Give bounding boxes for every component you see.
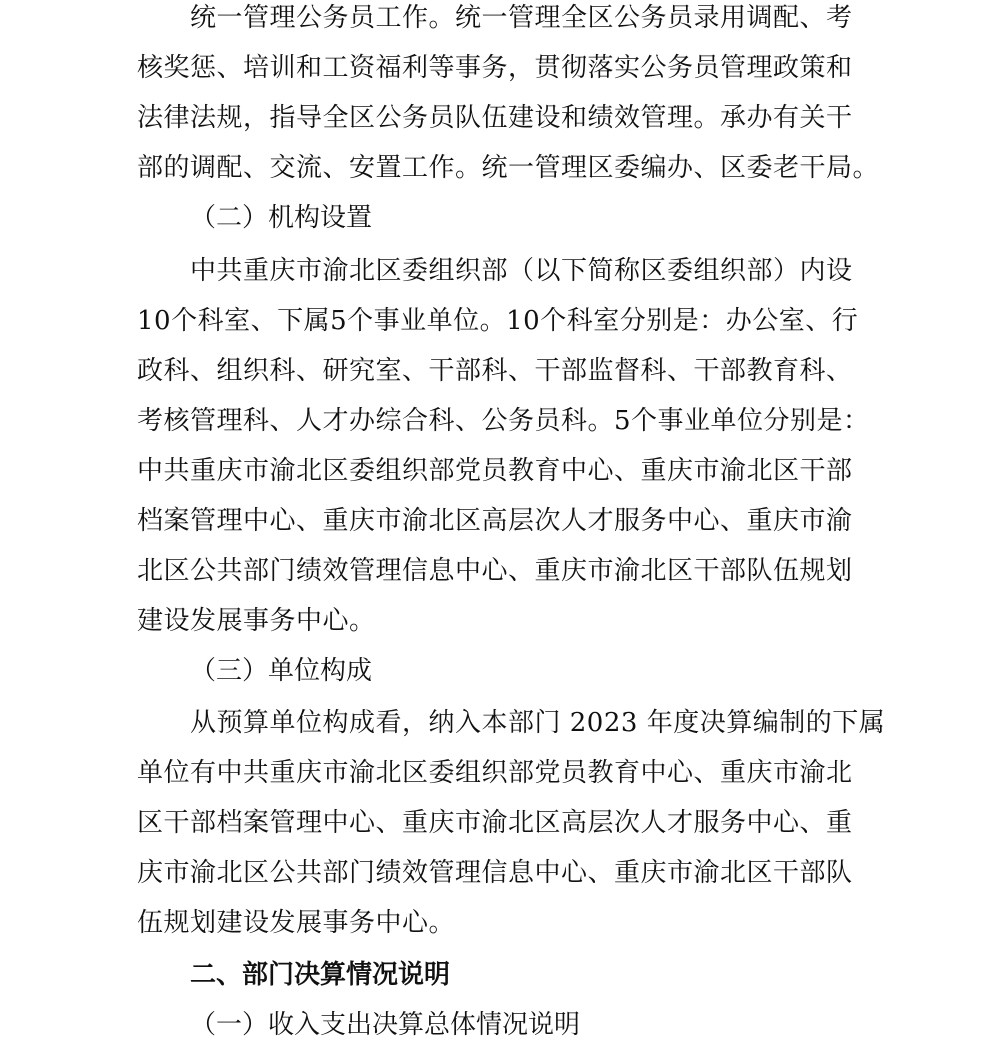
paragraph-2-line-1: 中共重庆市渝北区委组织部（以下简称区委组织部）内设 [190,256,853,286]
part-heading-final-accounts: 二、部门决算情况说明 [190,960,451,990]
paragraph-3-line-4: 庆市渝北区公共部门绩效管理信息中心、重庆市渝北区干部队 [137,858,853,888]
paragraph-3-line-1: 从预算单位构成看，纳入本部门 2023 年度决算编制的下属 [190,708,886,738]
paragraph-2-line-6: 档案管理中心、重庆市渝北区高层次人才服务中心、重庆市渝 [137,506,853,536]
section-heading-organization: （二）机构设置 [190,203,373,233]
sub-heading-income-expenditure: （一）收入支出决算总体情况说明 [190,1010,581,1040]
paragraph-2-line-8: 建设发展事务中心。 [137,606,376,636]
section-heading-unit-composition: （三）单位构成 [190,656,373,686]
paragraph-2-line-7: 北区公共部门绩效管理信息中心、重庆市渝北区干部队伍规划 [137,556,853,586]
paragraph-1-line-2: 核奖惩、培训和工资福利等事务，贯彻落实公务员管理政策和 [137,53,853,83]
paragraph-3-line-5: 伍规划建设发展事务中心。 [137,908,456,938]
paragraph-2-line-4: 考核管理科、人才办综合科、公务员科。5个事业单位分别是： [137,406,870,436]
paragraph-2-line-2: 10个科室、下属5个事业单位。10个科室分别是：办公室、行 [137,306,859,336]
paragraph-3-line-2: 单位有中共重庆市渝北区委组织部党员教育中心、重庆市渝北 [137,758,853,788]
paragraph-3-line-3: 区干部档案管理中心、重庆市渝北区高层次人才服务中心、重 [137,808,853,838]
paragraph-1-line-4: 部的调配、交流、安置工作。统一管理区委编办、区委老干局。 [137,153,880,183]
paragraph-2-line-5: 中共重庆市渝北区委组织部党员教育中心、重庆市渝北区干部 [137,456,853,486]
paragraph-2-line-3: 政科、组织科、研究室、干部科、干部监督科、干部教育科、 [137,356,853,386]
paragraph-1-line-1: 统一管理公务员工作。统一管理全区公务员录用调配、考 [190,3,853,33]
paragraph-1-line-3: 法律法规，指导全区公务员队伍建设和绩效管理。承办有关干 [137,103,853,133]
